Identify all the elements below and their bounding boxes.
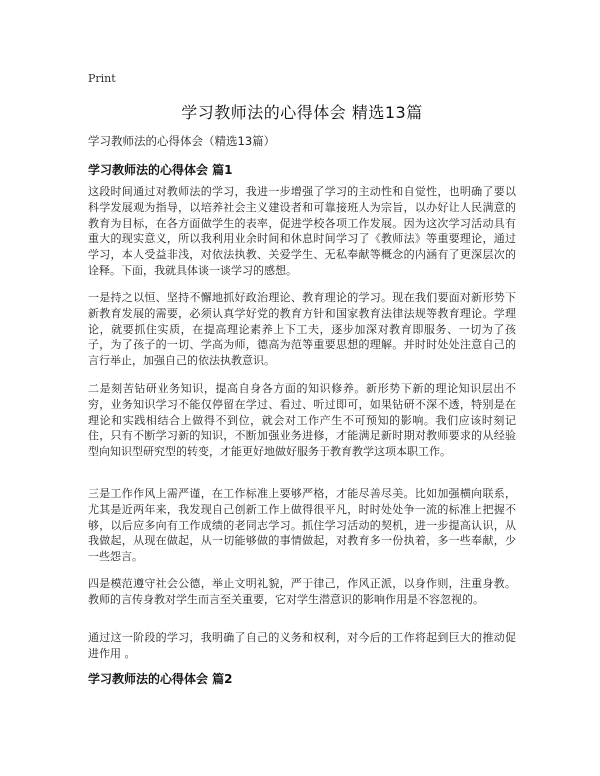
paragraph: 通过这一阶段的学习，我明确了自己的义务和权利，对今后的工作将起到巨大的推动促进作用 。: [88, 631, 516, 660]
section-heading-1: 学习教师法的心得体会 篇1: [88, 163, 233, 177]
paragraph: 二是刻苦钻研业务知识，提高自身各方面的知识修养。新形势下新的理论知识层出不穷，业务知识学习不能仅停留在学过、看过、听过即可，如果钻研不深不透，特别是在理论和实践相结合上做得不到位，就会对工作产生不可预知的影响。我们应该时刻记住，只有不断学习新的知识，不断加强业务进修，才能满足新时期对教师要求的从经验型向知识型研究型的转变，才能更好地做好服务于教育教学这项本职工作。: [88, 382, 516, 459]
paragraph: 三是工作作风上需严谨，在工作标准上要够严格，才能尽善尽美。比如加强横向联系，尤其是近两年来，我发现自己创新工作上做得很平凡，时时处处争一流的标准上把握不够，以后应多向有工作成绩的老同志学习。抓住学习活动的契机，进一步提高认识，从我做起，从现在做起，从一切能够做的事情做起，对教育多一份执着，多一些奉献，少一些怨言。: [88, 487, 516, 564]
section-heading-2: 学习教师法的心得体会 篇2: [88, 672, 233, 686]
page-title: 学习教师法的心得体会 精选13篇: [181, 103, 423, 122]
print-link[interactable]: Print: [88, 72, 116, 85]
paragraph: 这段时间通过对教师法的学习，我进一步增强了学习的主动性和自觉性，也明确了要以科学发展观为指导，以培养社会主义建设者和可靠接班人为宗旨，以办好让人民满意的教育为目标，在各方面做学生的表率，促进学校各项工作发展。因为这次学习活动具有重大的现实意义，所以我利用业余时间和休息时间学习了《教师法》等重要理论，通过学习，本人受益非浅，对依法执教、关爱学生、无私奉献等概念的内涵有了更深层次的诠释。下面，我就具体谈一谈学习的感想。: [88, 185, 516, 277]
document-subtitle: 学习教师法的心得体会（精选13篇）: [88, 134, 276, 148]
paragraph: 一是持之以恒、坚持不懈地抓好政治理论、教育理论的学习。现在我们要面对新形势下新教育发展的需要，必须认真学好党的教育方针和国家教育法律法规等教育理论。学理论，就要抓住实质，在提高理论素养上下工夫，逐步加深对教育即服务、一切为了孩子，为了孩子的一切、学高为师，德高为范等重要思想的理解。并时时处处注意自己的言行举止，加强自己的依法执教意识。: [88, 291, 516, 368]
paragraph: 四是模范遵守社会公德，举止文明礼貌，严于律己，作风正派，以身作则，注重身教。教师的言传身教对学生而言至关重要，它对学生潜意识的影响作用是不容忽视的。: [88, 577, 516, 606]
